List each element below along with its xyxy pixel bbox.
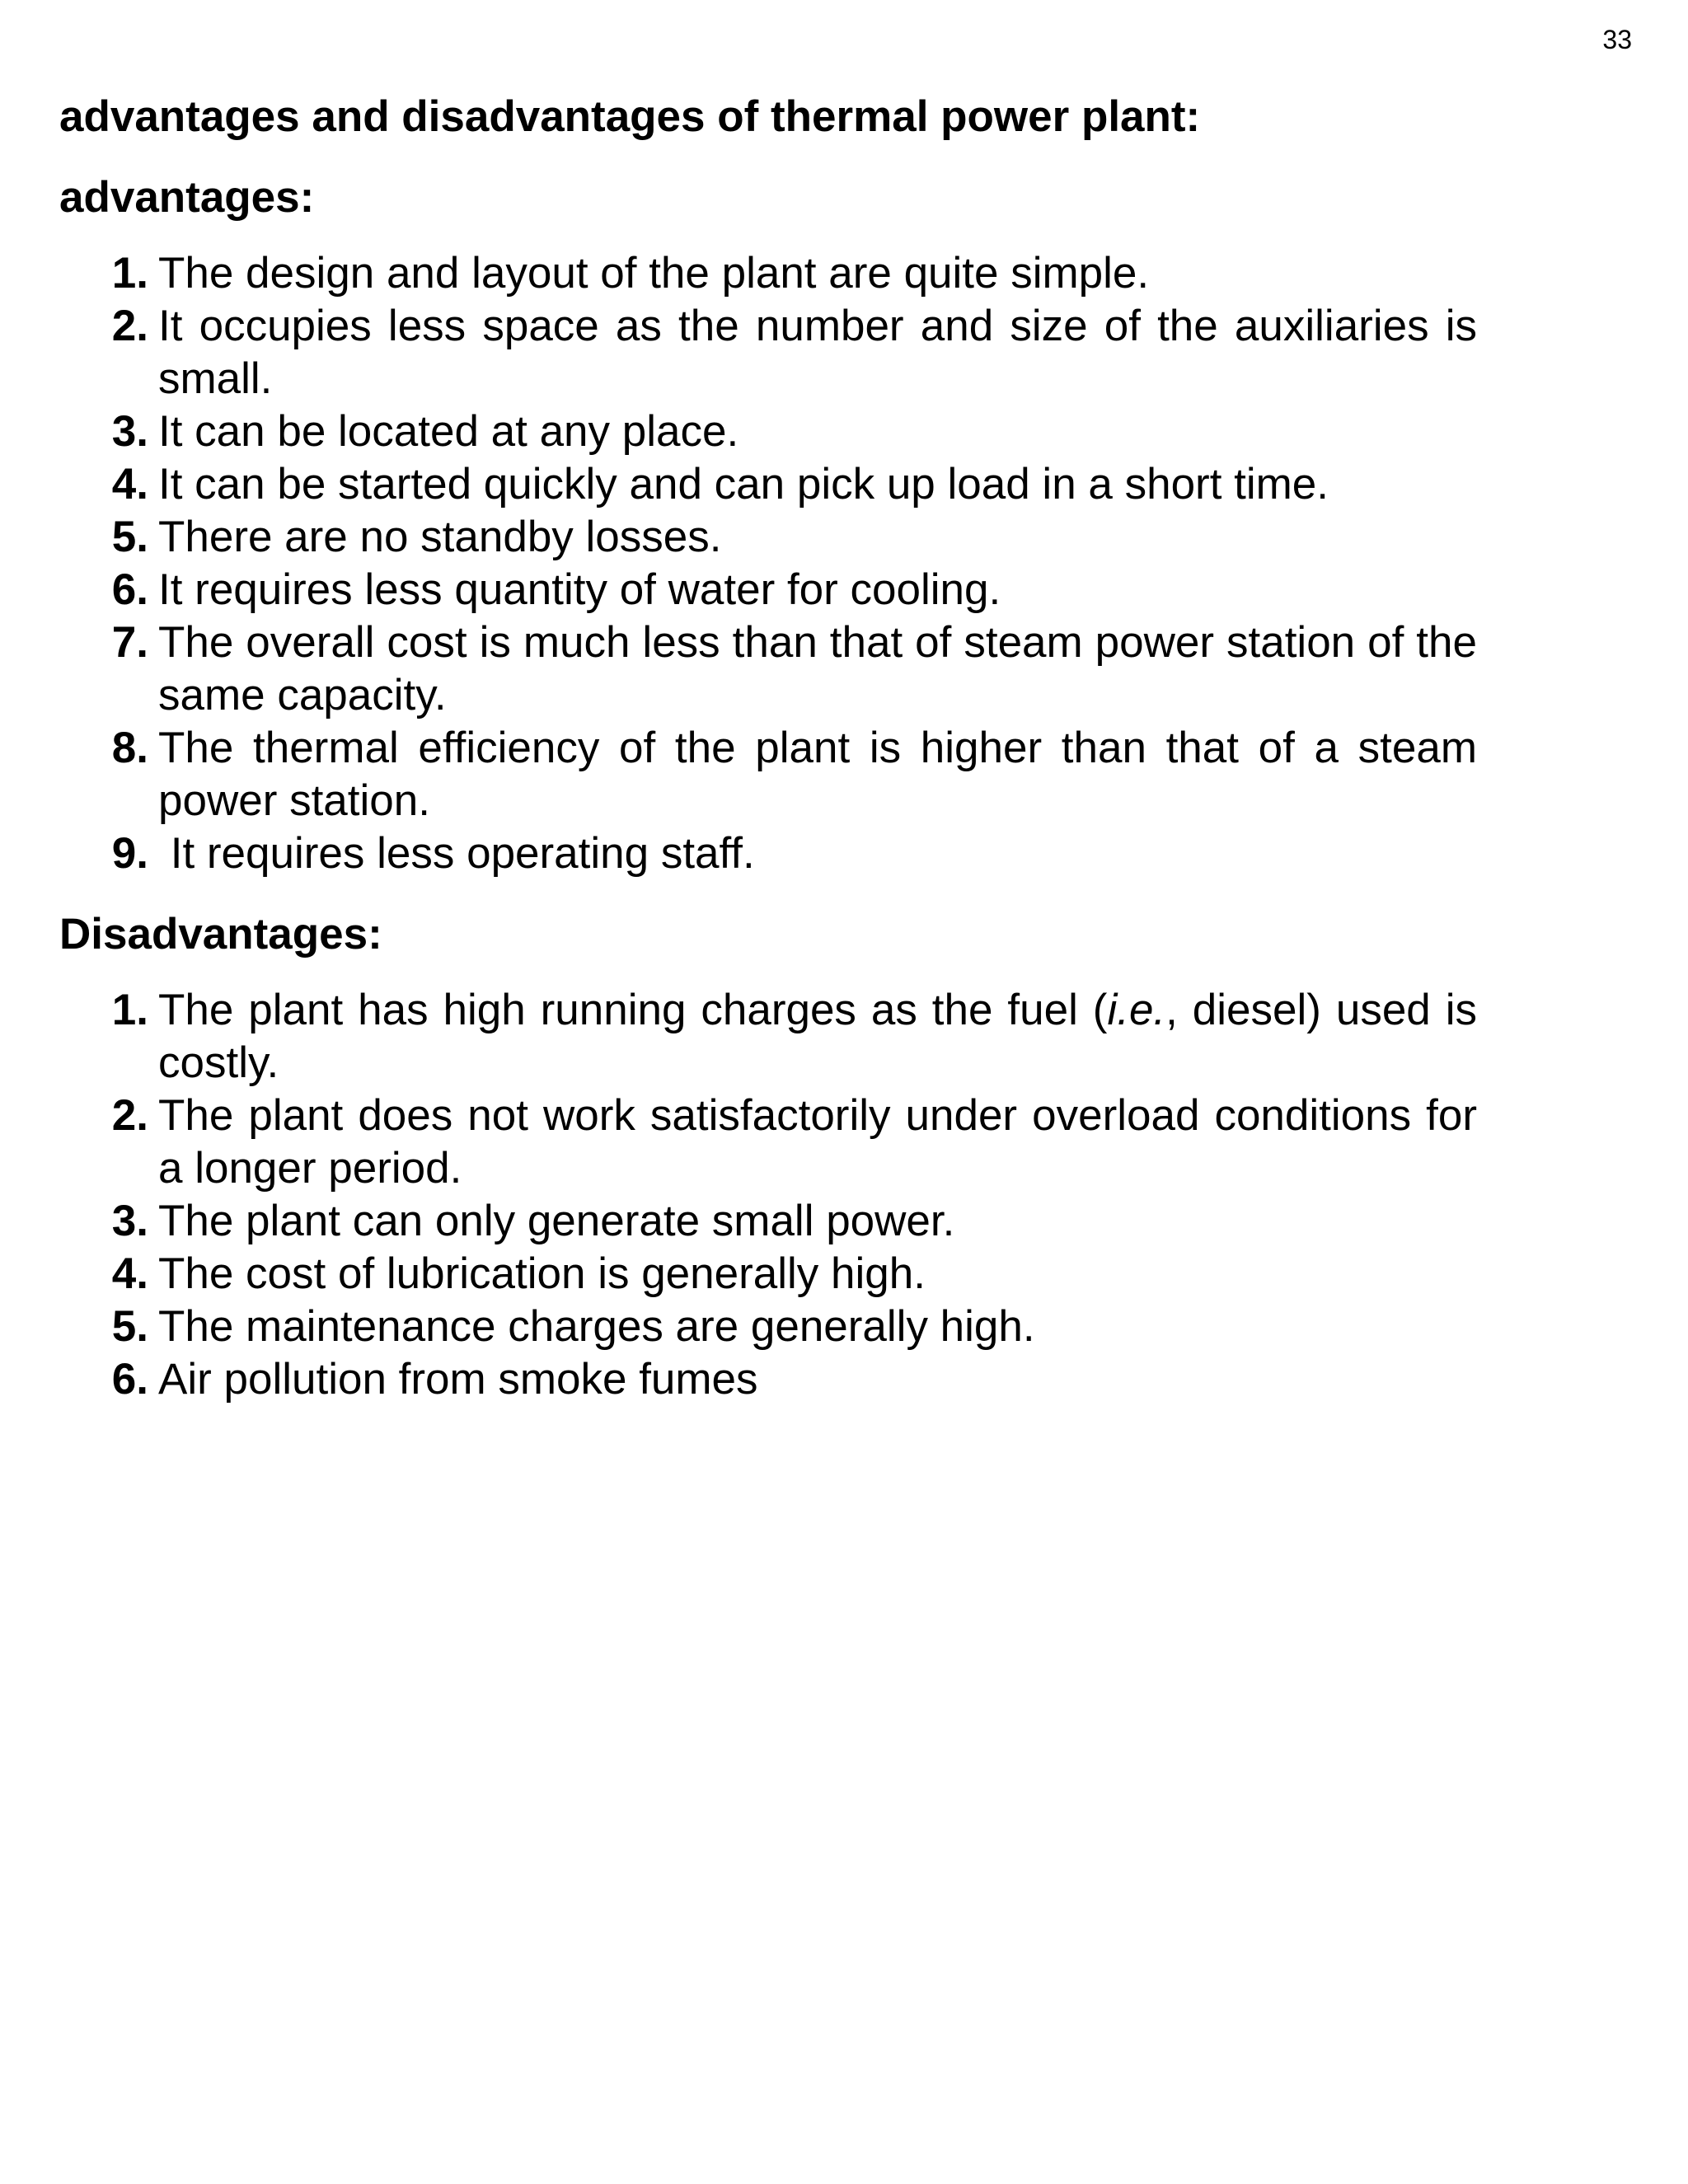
item-text: It occupies less space as the number and size of the auxiliaries is small. bbox=[158, 302, 1477, 403]
item-text: It requires less quantity of water for cooling. bbox=[158, 565, 1001, 614]
page-number: 33 bbox=[1602, 25, 1632, 54]
item-number: 6. bbox=[111, 565, 148, 614]
item-number: 2. bbox=[111, 1091, 148, 1140]
item-text: Air pollution from smoke fumes bbox=[158, 1355, 758, 1404]
item-number: 9. bbox=[111, 829, 148, 878]
item-text: The plant does not work satisfactorily under overload conditions for a longer period. bbox=[158, 1091, 1477, 1193]
list-item bbox=[59, 1248, 1477, 1301]
item-number: 3. bbox=[111, 1197, 148, 1245]
item-number: 7. bbox=[111, 618, 148, 667]
item-text-italic: i.e. bbox=[1107, 986, 1166, 1034]
item-text-part: , diesel) used is costly. bbox=[158, 986, 1477, 1087]
list-item bbox=[59, 564, 1477, 616]
disadvantages-heading: Disadvantages: bbox=[59, 910, 382, 958]
item-text: The thermal efficiency of the plant is higher than that of a steam power station. bbox=[158, 724, 1477, 825]
item-number: 8. bbox=[111, 724, 148, 772]
list-item bbox=[59, 1195, 1477, 1248]
item-text: It can be started quickly and can pick up load in a short time. bbox=[158, 460, 1329, 509]
item-number: 1. bbox=[111, 249, 148, 298]
advantages-heading: advantages: bbox=[59, 173, 315, 222]
item-number: 3. bbox=[111, 407, 148, 456]
item-number: 5. bbox=[111, 1302, 148, 1351]
list-item bbox=[59, 458, 1477, 511]
list-item bbox=[59, 1090, 1477, 1195]
item-text: The cost of lubrication is generally high. bbox=[158, 1249, 926, 1298]
list-item bbox=[59, 984, 1477, 1090]
list-item bbox=[59, 511, 1477, 564]
document-body bbox=[59, 91, 1477, 1434]
list-item bbox=[59, 405, 1477, 458]
item-number: 1. bbox=[111, 986, 148, 1034]
list-item bbox=[59, 1301, 1477, 1353]
item-number: 2. bbox=[111, 302, 148, 350]
item-text: The plant can only generate small power. bbox=[158, 1197, 955, 1245]
list-item bbox=[59, 1353, 1477, 1406]
item-text-part: The plant has high running charges as the fuel ( bbox=[158, 986, 1108, 1034]
item-number: 4. bbox=[111, 1249, 148, 1298]
item-number: 4. bbox=[111, 460, 148, 509]
list-item bbox=[59, 722, 1477, 827]
item-text: It requires less operating staff. bbox=[158, 829, 755, 878]
page-title: advantages and disadvantages of thermal power plant: bbox=[59, 92, 1201, 141]
item-text: The overall cost is much less than that of steam power station of the same capacity. bbox=[158, 618, 1477, 719]
item-text bbox=[158, 984, 1477, 1090]
list-item bbox=[59, 247, 1477, 300]
list-item bbox=[59, 616, 1477, 722]
item-number: 6. bbox=[111, 1355, 148, 1404]
item-text: There are no standby losses. bbox=[158, 513, 722, 561]
advantages-list bbox=[59, 247, 1477, 880]
disadvantages-list bbox=[59, 984, 1477, 1406]
list-item bbox=[59, 300, 1477, 405]
item-text: The design and layout of the plant are quite simple. bbox=[158, 249, 1150, 298]
item-text: The maintenance charges are generally high. bbox=[158, 1302, 1035, 1351]
item-number: 5. bbox=[111, 513, 148, 561]
item-text: It can be located at any place. bbox=[158, 407, 739, 456]
list-item bbox=[59, 827, 1477, 880]
